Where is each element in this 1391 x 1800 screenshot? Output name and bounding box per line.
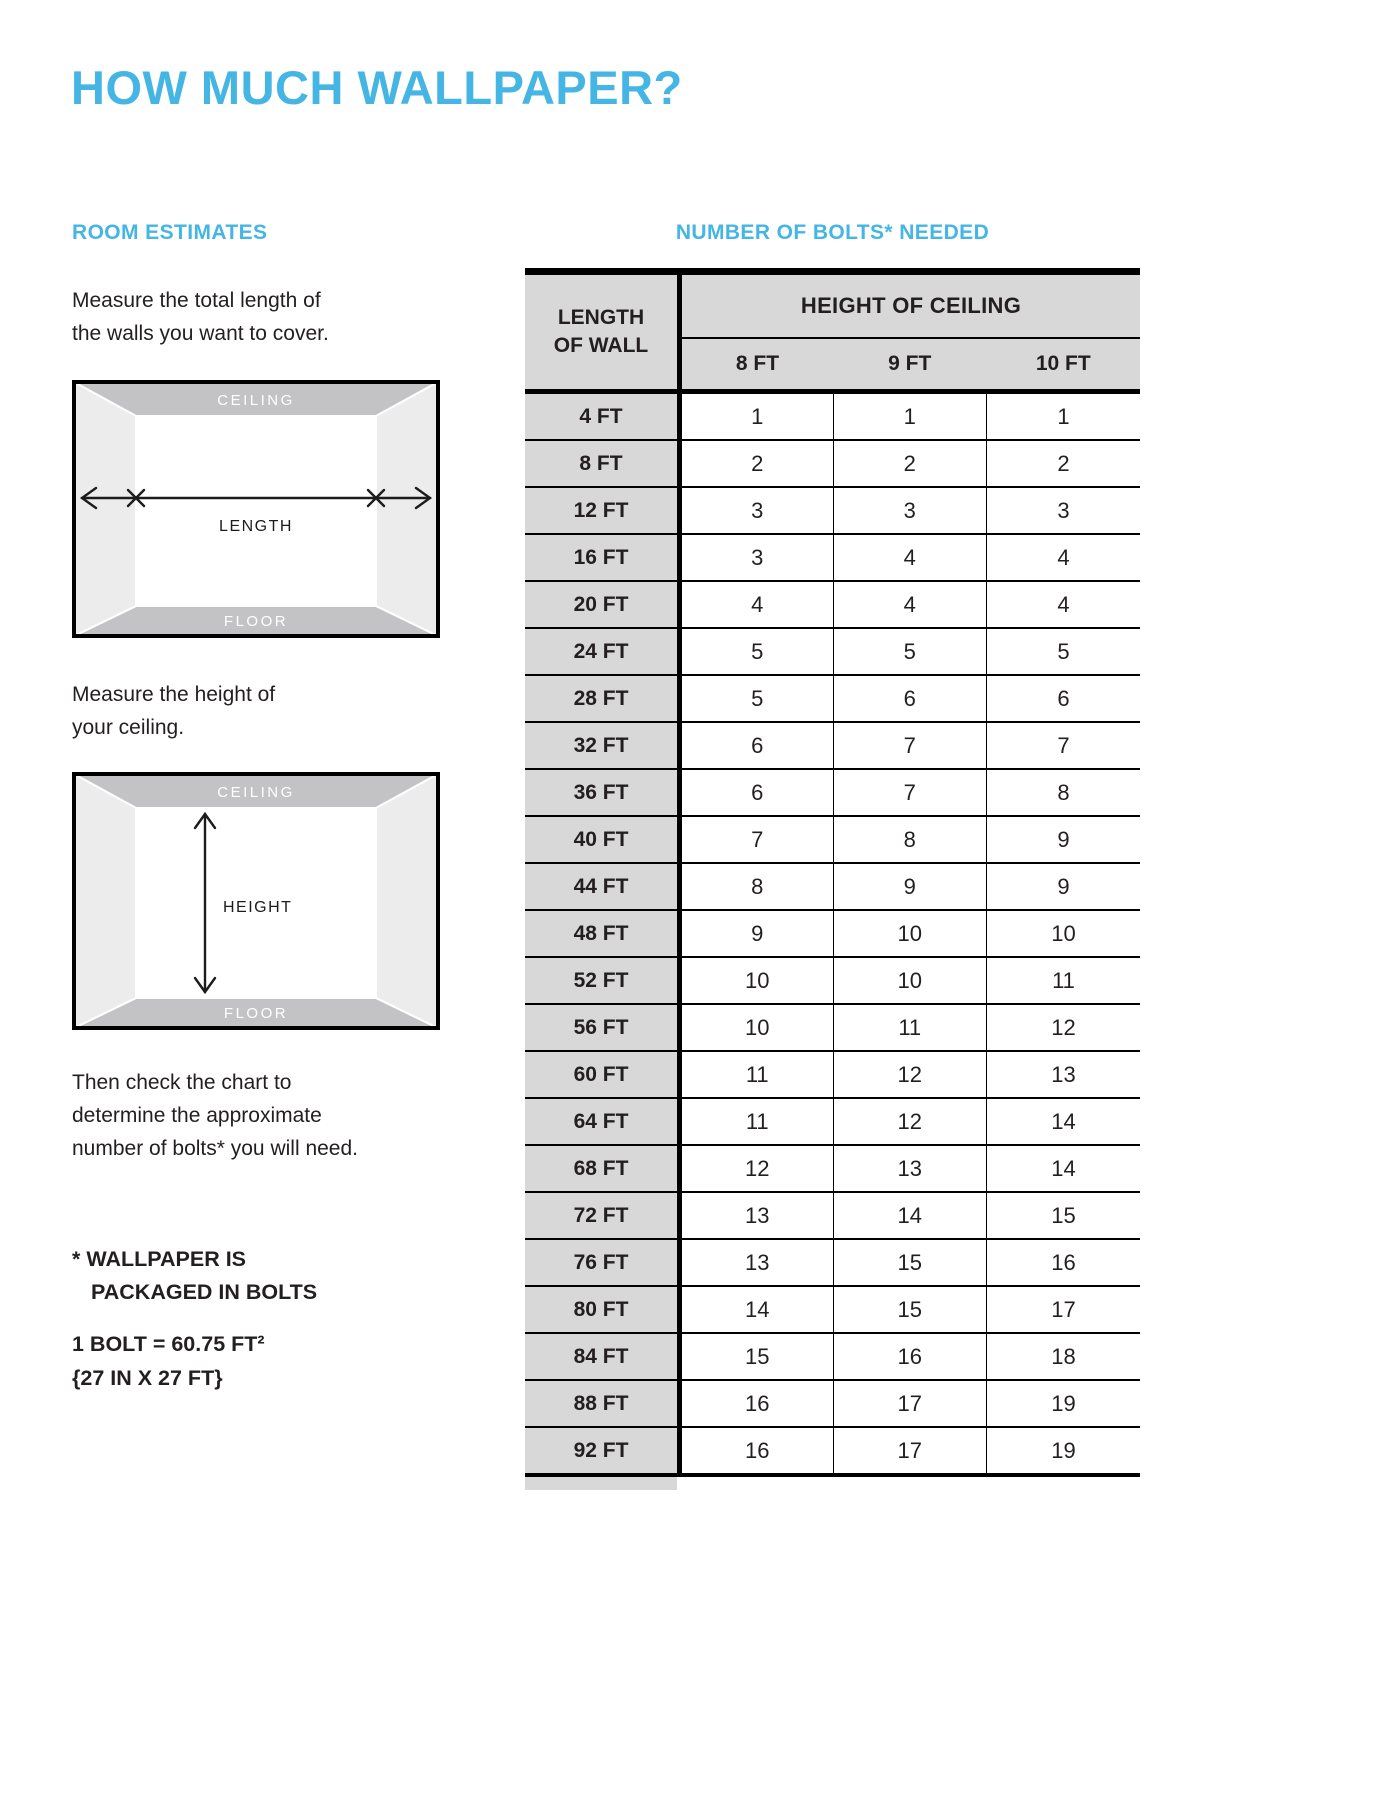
wall-length-cell: 56 FT	[525, 1004, 680, 1051]
bolt-table-body	[525, 392, 1140, 1476]
step-text-line: number of bolts* you will need.	[72, 1137, 358, 1160]
bolt-table-row	[525, 957, 1140, 1004]
bolt-table-row	[525, 1286, 1140, 1333]
bolt-table-row	[525, 1192, 1140, 1239]
bolt-table-row	[525, 769, 1140, 816]
right-wall	[376, 382, 438, 636]
floor-label: FLOOR	[223, 1005, 289, 1022]
step-text-line: Measure the height of	[72, 683, 276, 706]
bolt-count-cell: 1	[987, 392, 1141, 441]
bolts-needed-heading: NUMBER OF BOLTS* NEEDED	[675, 221, 990, 244]
wall-length-cell: 4 FT	[525, 392, 680, 441]
wall-length-cell: 76 FT	[525, 1239, 680, 1286]
bolt-count-cell: 5	[680, 675, 834, 722]
bolt-count-cell: 9	[987, 816, 1141, 863]
wall-length-cell: 60 FT	[525, 1051, 680, 1098]
bolt-count-cell: 10	[833, 910, 987, 957]
ceiling-height-col-header: 9 FT	[833, 338, 987, 392]
bolt-table-row	[525, 1333, 1140, 1380]
floor-label: FLOOR	[223, 613, 289, 630]
wall-length-cell: 24 FT	[525, 628, 680, 675]
bolt-count-cell: 14	[680, 1286, 834, 1333]
bolt-count-cell: 12	[987, 1004, 1141, 1051]
bolt-count-cell: 8	[833, 816, 987, 863]
bolt-count-cell: 10	[833, 957, 987, 1004]
bolt-table-row	[525, 863, 1140, 910]
bolt-count-cell: 7	[833, 722, 987, 769]
bolt-count-cell: 8	[680, 863, 834, 910]
ceiling-height-col-header: 10 FT	[987, 338, 1141, 392]
bolt-count-cell: 5	[680, 628, 834, 675]
bolt-count-cell: 17	[833, 1380, 987, 1427]
ceiling-label: CEILING	[217, 392, 295, 409]
bolt-count-cell: 16	[833, 1333, 987, 1380]
bolt-count-cell: 15	[987, 1192, 1141, 1239]
bolt-count-cell: 14	[833, 1192, 987, 1239]
room-length-diagram	[72, 380, 440, 638]
bolt-table-row	[525, 628, 1140, 675]
bolt-count-cell: 18	[987, 1333, 1141, 1380]
left-wall	[74, 382, 136, 636]
wall-length-cell: 16 FT	[525, 534, 680, 581]
height-of-ceiling-header: HEIGHT OF CEILING	[680, 272, 1141, 339]
step-text-line: the walls you want to cover.	[72, 322, 329, 345]
bolt-table-row	[525, 392, 1140, 441]
bolt-count-cell: 14	[987, 1145, 1141, 1192]
header-line: LENGTH	[557, 306, 645, 329]
bolt-table-row	[525, 581, 1140, 628]
bolt-count-cell: 9	[680, 910, 834, 957]
wall-length-cell: 68 FT	[525, 1145, 680, 1192]
wall-length-cell: 36 FT	[525, 769, 680, 816]
bolt-table-row	[525, 440, 1140, 487]
bolt-count-cell: 11	[833, 1004, 987, 1051]
height-label: HEIGHT	[223, 899, 293, 916]
wall-length-cell: 72 FT	[525, 1192, 680, 1239]
bolt-table-row	[525, 1380, 1140, 1427]
ceiling-label: CEILING	[217, 784, 295, 801]
wall-length-cell: 20 FT	[525, 581, 680, 628]
bolt-count-cell: 11	[680, 1098, 834, 1145]
bolt-table-row	[525, 1098, 1140, 1145]
footnote-line: * WALLPAPER IS	[72, 1247, 247, 1271]
bolt-count-cell: 2	[833, 440, 987, 487]
bolt-count-cell: 15	[833, 1239, 987, 1286]
bolt-count-cell: 4	[833, 534, 987, 581]
step-measure-height	[72, 678, 275, 744]
ceiling-height-col-header: 8 FT	[680, 338, 834, 392]
left-wall	[74, 774, 136, 1028]
bolt-table-row	[525, 1239, 1140, 1286]
bolt-count-cell: 11	[987, 957, 1141, 1004]
bolt-count-cell: 3	[680, 534, 834, 581]
bolt-size-line: 1 BOLT = 60.75 FT²	[72, 1332, 265, 1356]
bolt-table	[525, 268, 1140, 1477]
bolt-table-row	[525, 910, 1140, 957]
length-of-wall-header	[525, 272, 680, 392]
bolt-count-cell: 14	[987, 1098, 1141, 1145]
wall-length-cell: 32 FT	[525, 722, 680, 769]
bolt-count-cell: 17	[833, 1427, 987, 1475]
step-text-line: determine the approximate	[72, 1104, 322, 1127]
wall-length-cell: 40 FT	[525, 816, 680, 863]
bolt-count-cell: 3	[833, 487, 987, 534]
bolt-count-cell: 6	[680, 722, 834, 769]
bolt-table-row	[525, 722, 1140, 769]
bolt-count-cell: 7	[987, 722, 1141, 769]
bolt-count-cell: 3	[987, 487, 1141, 534]
page-title: HOW MUCH WALLPAPER?	[71, 61, 683, 114]
bolt-count-cell: 13	[987, 1051, 1141, 1098]
bolt-count-cell: 16	[680, 1380, 834, 1427]
step-check-chart	[72, 1066, 358, 1165]
step-text-line: Measure the total length of	[72, 289, 321, 312]
wall-length-cell: 80 FT	[525, 1286, 680, 1333]
bolt-table-row	[525, 1427, 1140, 1475]
bolt-count-cell: 4	[680, 581, 834, 628]
bolt-count-cell: 11	[680, 1051, 834, 1098]
bolt-table-row	[525, 1004, 1140, 1051]
bolt-count-cell: 5	[833, 628, 987, 675]
bolt-count-cell: 19	[987, 1427, 1141, 1475]
bolt-count-cell: 13	[680, 1239, 834, 1286]
bolt-count-cell: 12	[833, 1051, 987, 1098]
header-line: OF WALL	[553, 334, 649, 357]
wall-length-cell: 8 FT	[525, 440, 680, 487]
wall-length-cell: 28 FT	[525, 675, 680, 722]
wall-length-cell: 48 FT	[525, 910, 680, 957]
back-wall	[136, 416, 376, 606]
length-label: LENGTH	[219, 518, 293, 535]
bolt-count-cell: 5	[987, 628, 1141, 675]
bolt-count-cell: 10	[680, 957, 834, 1004]
bolt-dims-line: {27 IN X 27 FT}	[72, 1366, 223, 1390]
footnote-line: PACKAGED IN BOLTS	[91, 1280, 318, 1304]
bolt-count-cell: 1	[680, 392, 834, 441]
bolt-count-cell: 6	[680, 769, 834, 816]
right-wall	[376, 774, 438, 1028]
step-text-line: Then check the chart to	[72, 1071, 292, 1094]
bolt-count-cell: 17	[987, 1286, 1141, 1333]
bolt-count-cell: 13	[833, 1145, 987, 1192]
bolt-count-cell: 2	[680, 440, 834, 487]
bolt-count-cell: 6	[987, 675, 1141, 722]
bolt-table-row	[525, 1051, 1140, 1098]
bolt-count-cell: 4	[987, 534, 1141, 581]
bolt-size-info	[72, 1327, 265, 1395]
bolt-count-cell: 4	[987, 581, 1141, 628]
wall-length-cell: 12 FT	[525, 487, 680, 534]
bolt-count-cell: 13	[680, 1192, 834, 1239]
wallpaper-bolts-footnote	[72, 1243, 317, 1309]
bolt-table-row	[525, 1145, 1140, 1192]
bolt-count-cell: 7	[680, 816, 834, 863]
bolt-count-cell: 16	[987, 1239, 1141, 1286]
bolt-count-cell: 19	[987, 1380, 1141, 1427]
wall-length-cell: 64 FT	[525, 1098, 680, 1145]
bolt-count-cell: 10	[987, 910, 1141, 957]
bolt-count-cell: 2	[987, 440, 1141, 487]
step-text-line: your ceiling.	[72, 716, 185, 739]
bolt-table-row	[525, 534, 1140, 581]
bolt-table-row	[525, 487, 1140, 534]
room-estimates-heading: ROOM ESTIMATES	[72, 221, 268, 244]
bolt-count-cell: 16	[680, 1427, 834, 1475]
bolt-count-cell: 10	[680, 1004, 834, 1051]
bolt-count-cell: 9	[987, 863, 1141, 910]
bolt-count-cell: 8	[987, 769, 1141, 816]
bolt-table-row	[525, 816, 1140, 863]
bolt-count-cell: 12	[680, 1145, 834, 1192]
wall-length-cell: 84 FT	[525, 1333, 680, 1380]
wall-length-cell: 52 FT	[525, 957, 680, 1004]
bolt-count-cell: 7	[833, 769, 987, 816]
table-header-row-1	[525, 272, 1140, 339]
bolt-count-cell: 15	[680, 1333, 834, 1380]
bolt-table-section	[525, 268, 1140, 1490]
bolt-count-cell: 3	[680, 487, 834, 534]
bolt-table-row	[525, 675, 1140, 722]
bolt-count-cell: 12	[833, 1098, 987, 1145]
bolt-count-cell: 6	[833, 675, 987, 722]
wall-length-cell: 88 FT	[525, 1380, 680, 1427]
room-height-diagram	[72, 772, 440, 1030]
bolt-count-cell: 4	[833, 581, 987, 628]
bolt-count-cell: 15	[833, 1286, 987, 1333]
table-footer-strip	[525, 1477, 677, 1490]
wall-length-cell: 92 FT	[525, 1427, 680, 1475]
bolt-count-cell: 9	[833, 863, 987, 910]
step-measure-length	[72, 284, 329, 350]
wall-length-cell: 44 FT	[525, 863, 680, 910]
bolt-count-cell: 1	[833, 392, 987, 441]
